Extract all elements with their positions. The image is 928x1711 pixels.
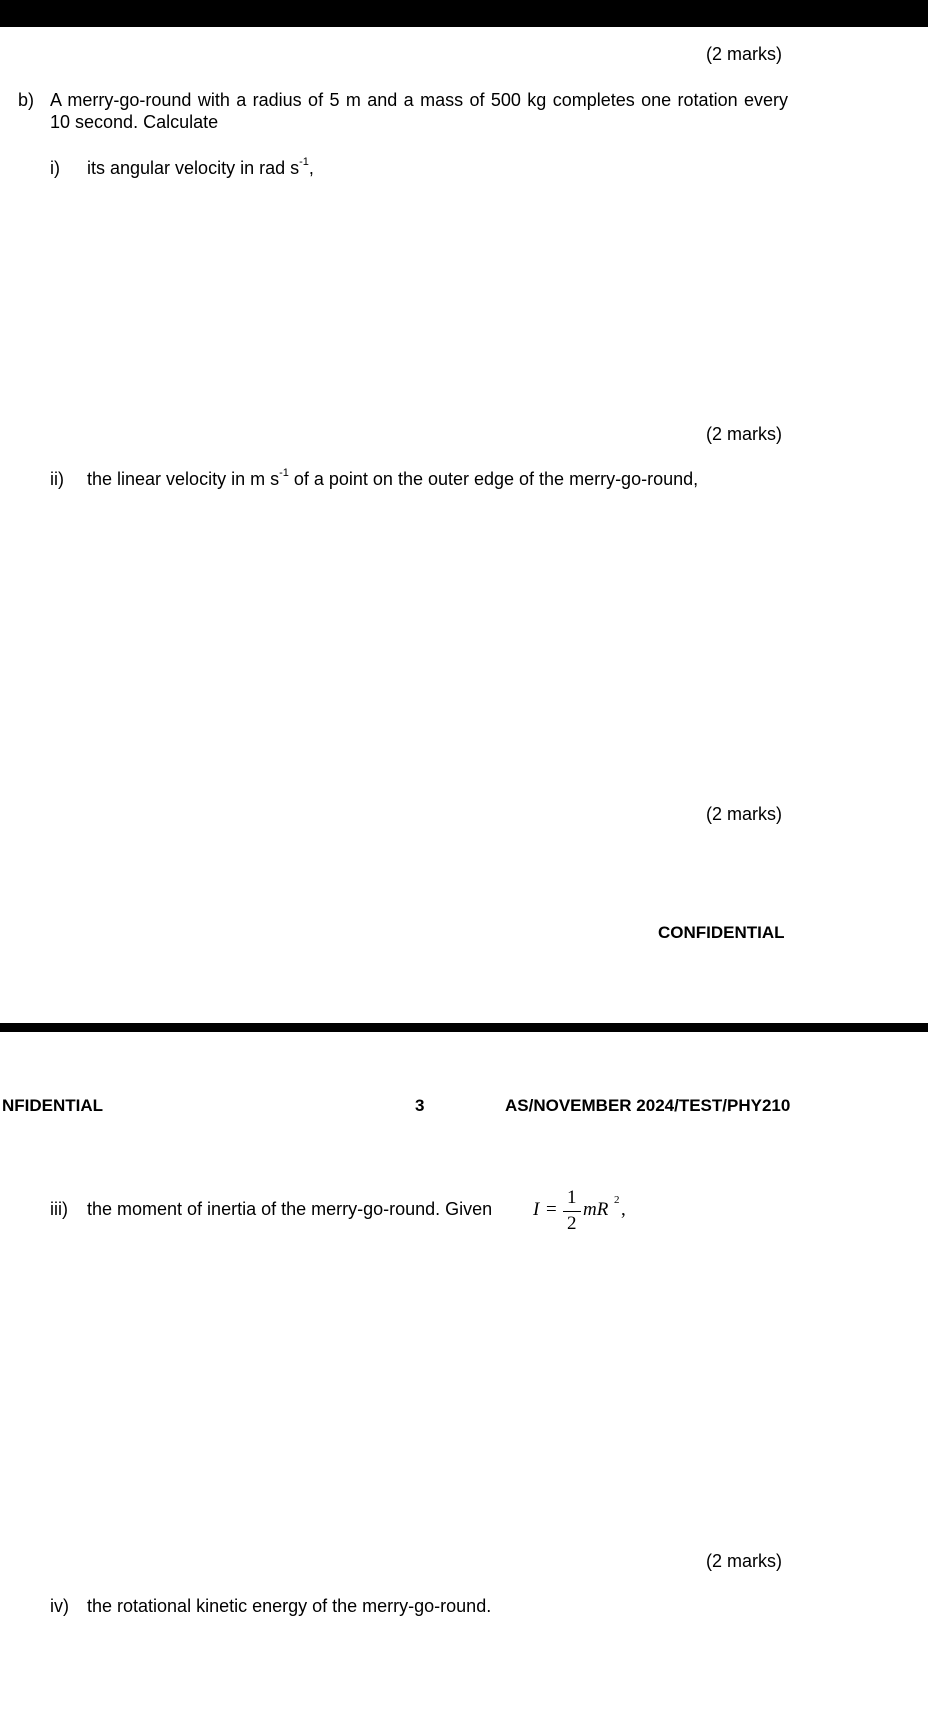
part-iv-label: iv) bbox=[50, 1596, 69, 1616]
formula-lhs: I bbox=[533, 1199, 540, 1220]
part-iii-label: iii) bbox=[50, 1199, 68, 1219]
marks-label: (2 marks) bbox=[706, 1551, 782, 1571]
marks-label: (2 marks) bbox=[706, 44, 782, 64]
formula-tail: , bbox=[621, 1199, 626, 1220]
question-b-text: A merry-go-round with a radius of 5 m and a mass of 500 kg completes one rotation every 10 second. Calculate bbox=[50, 90, 788, 132]
page-number: 3 bbox=[415, 1096, 425, 1115]
part-i-text: its angular velocity in rad $s^{-1}$, bbox=[87, 156, 314, 178]
part-iv-text: the rotational kinetic energy of the merry-go-round. bbox=[87, 1596, 492, 1616]
formula-equals: = bbox=[546, 1199, 557, 1220]
fraction-numerator: 1 bbox=[567, 1187, 577, 1208]
part-iii-text: the moment of inertia of the merry-go-round. Given bbox=[87, 1199, 493, 1219]
marks-label: (2 marks) bbox=[706, 424, 782, 444]
marks-label: (2 marks) bbox=[706, 804, 782, 824]
formula-exponent: 2 bbox=[614, 1194, 620, 1206]
page-separator-bar bbox=[0, 1023, 928, 1032]
fraction-bar bbox=[563, 1211, 581, 1212]
question-b-label: b) bbox=[18, 90, 35, 110]
header-right: AS/NOVEMBER 2024/TEST/PHY210 bbox=[505, 1096, 791, 1115]
part-ii-text: the linear velocity in m $s^{-1}$ of a point on the outer edge of the merry-go-round, bbox=[87, 467, 699, 489]
fraction-denominator: 2 bbox=[567, 1213, 577, 1234]
header-left: NFIDENTIAL bbox=[2, 1096, 104, 1115]
part-ii-label: ii) bbox=[50, 469, 64, 489]
part-i-label: i) bbox=[50, 158, 60, 178]
formula-rhs: mR bbox=[583, 1199, 609, 1220]
confidential-footer: CONFIDENTIAL bbox=[658, 923, 785, 942]
top-black-bar bbox=[0, 0, 928, 27]
